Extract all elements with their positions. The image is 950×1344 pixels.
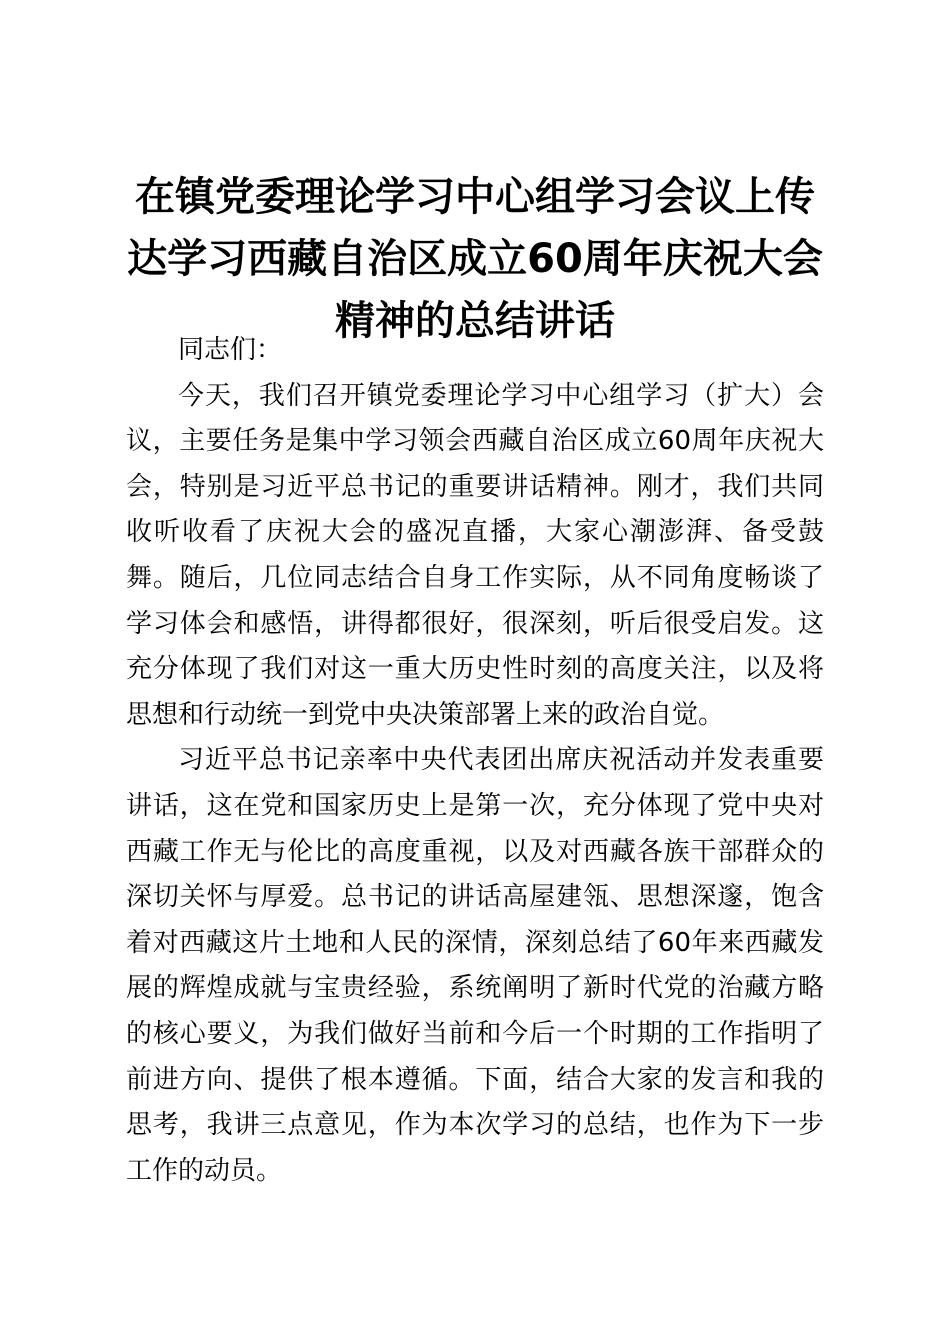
paragraph-1: 今天，我们召开镇党委理论学习中心组学习（扩大）会议，主要任务是集中学习领会西藏自治区成立60周年庆祝大会，特别是习近平总书记的重要讲话精神。刚才，我们共同收听收看了庆祝大会的盛况直播，大家心潮澎湃、备受鼓舞。随后，几位同志结合自身工作实际，从不同角度畅谈了学习体会和感悟，讲得都很好，很深刻，听后很受启发。这充分体现了我们对这一重大历史性时刻的高度关注，以及将思想和行动统一到党中央决策部署上来的政治自觉。 bbox=[126, 380, 824, 730]
document-title: 在镇党委理论学习中心组学习会议上传达学习西藏自治区成立60周年庆祝大会精神的总结讲话 bbox=[127, 174, 823, 344]
document-body bbox=[126, 328, 824, 1194]
salutation: 同志们： bbox=[178, 335, 283, 365]
paragraph-2: 习近平总书记亲率中央代表团出席庆祝活动并发表重要讲话，这在党和国家历史上是第一次，充分体现了党中央对西藏工作无与伦比的高度重视，以及对西藏各族干部群众的深切关怀与厚爱。总书记的讲话高屋建瓴、思想深邃，饱含着对西藏这片土地和人民的深情，深刻总结了60年来西藏发展的辉煌成就与宝贵经验，系统阐明了新时代党的治藏方略的核心要义，为我们做好当前和今后一个时期的工作指明了前进方向、提供了根本遵循。下面，结合大家的发言和我的思考，我讲三点意见，作为本次学习的总结，也作为下一步工作的动员。 bbox=[126, 745, 824, 1186]
